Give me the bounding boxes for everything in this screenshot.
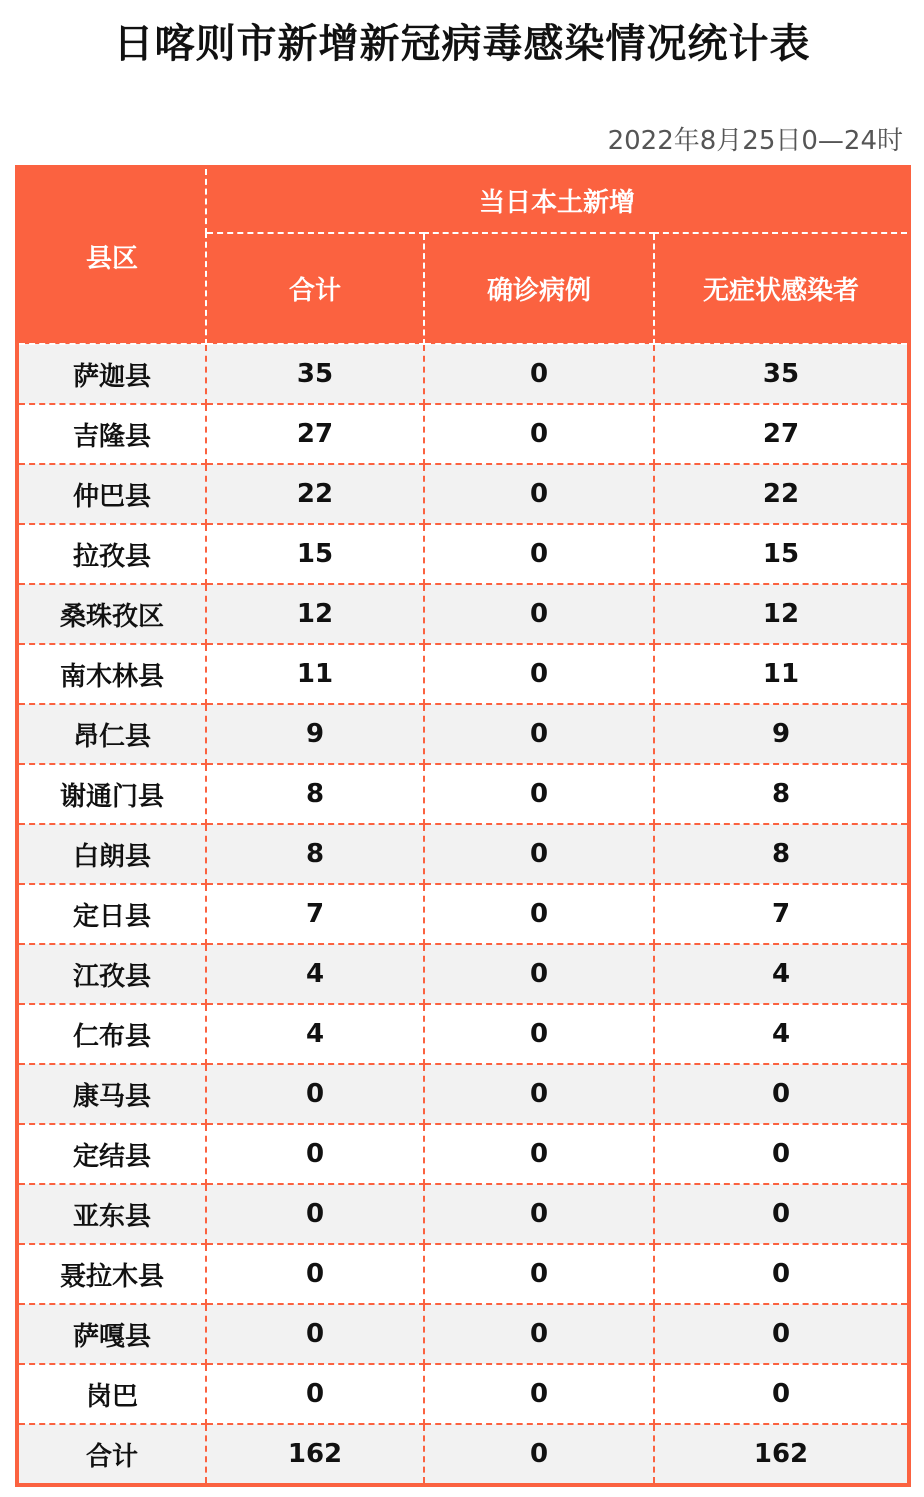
table-row	[17, 1364, 909, 1424]
cell-asymptomatic: 11	[654, 644, 909, 704]
table-row	[17, 1184, 909, 1244]
cell-confirmed: 0	[424, 1184, 654, 1244]
cell-confirmed: 0	[424, 644, 654, 704]
cell-asymptomatic: 8	[654, 824, 909, 884]
header-group: 当日本土新增	[206, 167, 909, 233]
cell-confirmed: 0	[424, 404, 654, 464]
cell-county: 拉孜县	[17, 524, 206, 584]
page-title: 日喀则市新增新冠病毒感染情况统计表	[113, 21, 811, 67]
cell-asymptomatic: 8	[654, 764, 909, 824]
cell-total: 0	[206, 1244, 424, 1304]
cell-county: 仁布县	[17, 1004, 206, 1064]
cell-total: 4	[206, 1004, 424, 1064]
cell-confirmed: 0	[424, 1124, 654, 1184]
cell-total: 0	[206, 1064, 424, 1124]
cell-asymptomatic: 0	[654, 1184, 909, 1244]
cell-asymptomatic: 22	[654, 464, 909, 524]
table-row	[17, 944, 909, 1004]
cell-confirmed: 0	[424, 944, 654, 1004]
cell-total: 27	[206, 404, 424, 464]
cell-asymptomatic: 4	[654, 1004, 909, 1064]
cell-asymptomatic: 0	[654, 1124, 909, 1184]
table-row	[17, 584, 909, 644]
table-row	[17, 1064, 909, 1124]
table-row	[17, 344, 909, 404]
table-row	[17, 404, 909, 464]
cell-county: 白朗县	[17, 824, 206, 884]
cell-county: 合计	[17, 1424, 206, 1485]
table-row	[17, 764, 909, 824]
cell-county: 谢通门县	[17, 764, 206, 824]
cell-county: 岗巴	[17, 1364, 206, 1424]
cell-county: 仲巴县	[17, 464, 206, 524]
table-row	[17, 524, 909, 584]
header-confirmed: 确诊病例	[424, 233, 654, 344]
cell-county: 亚东县	[17, 1184, 206, 1244]
cell-asymptomatic: 162	[654, 1424, 909, 1485]
cell-asymptomatic: 0	[654, 1244, 909, 1304]
cell-total: 22	[206, 464, 424, 524]
cell-county: 桑珠孜区	[17, 584, 206, 644]
cell-total: 162	[206, 1424, 424, 1485]
cell-confirmed: 0	[424, 344, 654, 404]
cell-confirmed: 0	[424, 1364, 654, 1424]
cell-total: 35	[206, 344, 424, 404]
cell-confirmed: 0	[424, 1064, 654, 1124]
cell-asymptomatic: 0	[654, 1364, 909, 1424]
cell-confirmed: 0	[424, 584, 654, 644]
cell-confirmed: 0	[424, 884, 654, 944]
cell-confirmed: 0	[424, 764, 654, 824]
cell-county: 江孜县	[17, 944, 206, 1004]
cell-asymptomatic: 0	[654, 1064, 909, 1124]
table-row	[17, 1124, 909, 1184]
table-row	[17, 464, 909, 524]
cell-confirmed: 0	[424, 1424, 654, 1485]
cell-asymptomatic: 9	[654, 704, 909, 764]
cell-total: 11	[206, 644, 424, 704]
cell-total: 12	[206, 584, 424, 644]
cell-total: 9	[206, 704, 424, 764]
cell-county: 南木林县	[17, 644, 206, 704]
cell-confirmed: 0	[424, 1304, 654, 1364]
cell-county: 昂仁县	[17, 704, 206, 764]
cell-county: 康马县	[17, 1064, 206, 1124]
cell-county: 聂拉木县	[17, 1244, 206, 1304]
cell-confirmed: 0	[424, 1004, 654, 1064]
cell-confirmed: 0	[424, 464, 654, 524]
cell-total: 8	[206, 764, 424, 824]
table-row	[17, 1304, 909, 1364]
cell-asymptomatic: 0	[654, 1304, 909, 1364]
cell-total: 15	[206, 524, 424, 584]
cell-total: 0	[206, 1184, 424, 1244]
header-total: 合计	[206, 233, 424, 344]
cell-county: 吉隆县	[17, 404, 206, 464]
table-row	[17, 704, 909, 764]
cell-county: 萨迦县	[17, 344, 206, 404]
cell-asymptomatic: 15	[654, 524, 909, 584]
cell-asymptomatic: 4	[654, 944, 909, 1004]
cell-county: 定结县	[17, 1124, 206, 1184]
cell-asymptomatic: 35	[654, 344, 909, 404]
cell-confirmed: 0	[424, 1244, 654, 1304]
header-asymptomatic: 无症状感染者	[654, 233, 909, 344]
cell-county: 定日县	[17, 884, 206, 944]
cell-county: 萨嘎县	[17, 1304, 206, 1364]
table-row	[17, 824, 909, 884]
cell-confirmed: 0	[424, 704, 654, 764]
table-row	[17, 884, 909, 944]
cell-total: 0	[206, 1304, 424, 1364]
cell-total: 7	[206, 884, 424, 944]
cell-total: 0	[206, 1124, 424, 1184]
cell-asymptomatic: 7	[654, 884, 909, 944]
cell-asymptomatic: 27	[654, 404, 909, 464]
table-body	[17, 344, 909, 1485]
cell-total: 0	[206, 1364, 424, 1424]
cell-confirmed: 0	[424, 824, 654, 884]
cell-confirmed: 0	[424, 524, 654, 584]
cell-total: 4	[206, 944, 424, 1004]
cell-asymptomatic: 12	[654, 584, 909, 644]
statistics-table	[15, 165, 911, 1487]
date-label: 2022年8月25日0—24时	[607, 126, 903, 156]
header-county: 县区	[17, 167, 206, 344]
table-row	[17, 1004, 909, 1064]
table-row	[17, 1244, 909, 1304]
table-total-row	[17, 1424, 909, 1485]
table-row	[17, 644, 909, 704]
cell-total: 8	[206, 824, 424, 884]
